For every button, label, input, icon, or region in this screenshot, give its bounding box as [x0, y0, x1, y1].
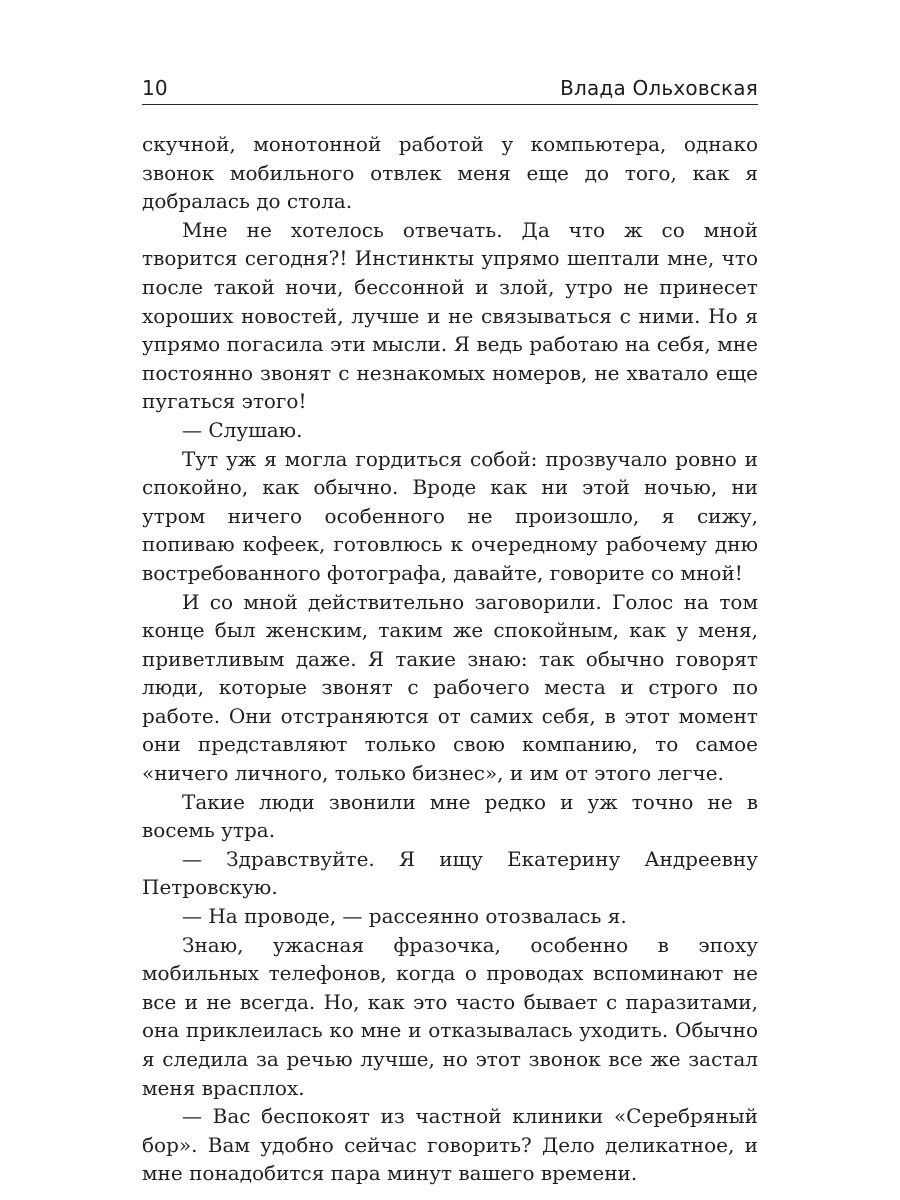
body-text	[142, 130, 758, 1188]
running-head-author: Влада Ольховская	[560, 76, 758, 100]
paragraph: Мне не хотелось отвечать. Да что ж со мной творится сегодня?! Инстинкты упрямо шептали мне, что после такой ночи, бессонной и злой, утро не принесет хороших новостей, лучше и не связываться с ними. Но я упрямо погасила эти мысли. Я ведь работаю на себя, мне постоянно звонят с незнакомых номеров, не хватало еще пугаться этого!	[142, 217, 758, 414]
page-header	[142, 72, 758, 105]
paragraph: скучной, монотонной работой у компьютера, однако звонок мобильного отвлек меня еще до того, как я добралась до стола.	[142, 132, 758, 214]
page-number: 10	[142, 76, 168, 100]
paragraph: — Здравствуйте. Я ищу Екатерину Андреевну Петровскую.	[142, 846, 758, 900]
paragraph: Знаю, ужасная фразочка, особенно в эпоху мобильных телефонов, когда о проводах вспоминают не все и не всегда. Но, как это часто бывает с паразитами, она приклеилась ко мне и отказывалась уходить. Обычно я следила за речью лучше, но этот звонок все же застал меня врасплох.	[142, 932, 758, 1100]
paragraph: — Вас беспокоят из частной клиники «Серебряный бор». Вам удобно сейчас говорить? Дело деликатное, и мне понадобится пара минут вашего времени.	[142, 1104, 758, 1186]
paragraph: Такие люди звонили мне редко и уж точно не в восемь утра.	[142, 789, 758, 843]
paragraph: — На проводе, — рассеянно отозвалась я.	[182, 904, 627, 929]
paragraph: Тут уж я могла гордиться собой: прозвучало ровно и спокойно, как обычно. Вроде как ни этой ночью, ни утром ничего особенного не произошло, я сижу, попиваю кофеек, готовлюсь к очередному рабочему дню востребованного фотографа, давайте, говорите со мной!	[142, 446, 758, 585]
paragraph: — Слушаю.	[182, 417, 303, 442]
paragraph: И со мной действительно заговорили. Голос на том конце был женским, таким же спокойным, как у меня, приветливым даже. Я такие знаю: так обычно говорят люди, которые звонят с рабочего места и строго по работе. Они отстраняются от самих себя, в этот момент они представляют только свою компанию, то самое «ничего личного, только бизнес», и им от этого легче.	[142, 589, 758, 786]
